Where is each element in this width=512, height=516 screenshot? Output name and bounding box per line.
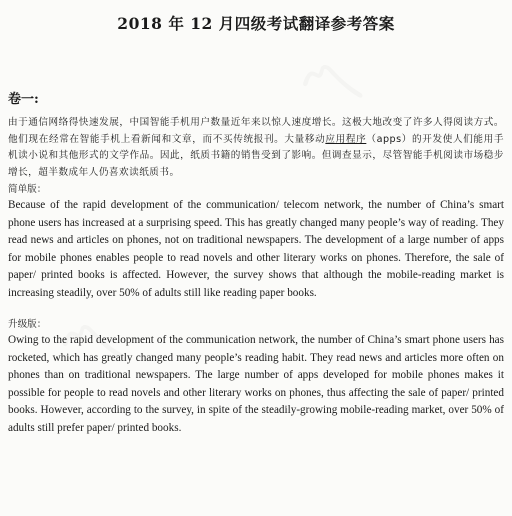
advanced-version-label: 升级版： (8, 319, 47, 330)
section-heading: 卷一: (8, 92, 39, 107)
simple-version-label: 简单版： (8, 184, 47, 195)
simple-version-translation: Because of the rapid development of the communication/ telecom network, the number of China’s smart phone users has increased at a surprising speed. This has greatly changed many people’s way of reading. They read news and articles on phones, not on traditional newspapers. The development of a large number of apps for mobile phones enables people to read novels and other literary works on phones. Therefore, the sale of paper/ printed books is affected. However, the survey shows that although the mobile-reading market is increasing steadily, over 50% of adults still like reading paper books. (8, 199, 504, 299)
chinese-text-part: （apps）的开发使人们能用手机读小说和其他形式的文学作品。因此，纸质书籍的销售受到了影响。但调查显示，尽管智能手机阅读市场稳步增长，超半数成年人仍喜欢读纸质书。 (8, 133, 505, 178)
chinese-source-paragraph (8, 115, 504, 181)
chinese-text-part: 由于通信网络得快速发展，中国智能手机用户数量近年来以惊人速度增长。这极大地改变了许多人得阅读方式。他们现在经常在智能手机上看新闻和文章，而不买传统报刊。大量移动 (8, 117, 504, 145)
underlined-term: 应用程序 (325, 133, 367, 145)
watermark-mark: 〽 (291, 44, 372, 131)
document-title: 2018 年 12 月四级考试翻译参考答案 (117, 14, 395, 33)
advanced-version-translation: Owing to the rapid development of the communication network, the number of China’s smart phone users has rocketed, which has greatly changed many people’s reading habit. They read news and articles more often on phones than on traditional newspapers. The large number of apps developed for mobile phones makes it possible for people to read novels and other literary works on phones, thus affecting the sale of paper/ printed books. However, according to the survey, in spite of the steadily-growing mobile-reading market, over 50% of adults still prefer paper/ printed books. (8, 334, 504, 434)
watermark-mark: 〽 (51, 304, 132, 391)
